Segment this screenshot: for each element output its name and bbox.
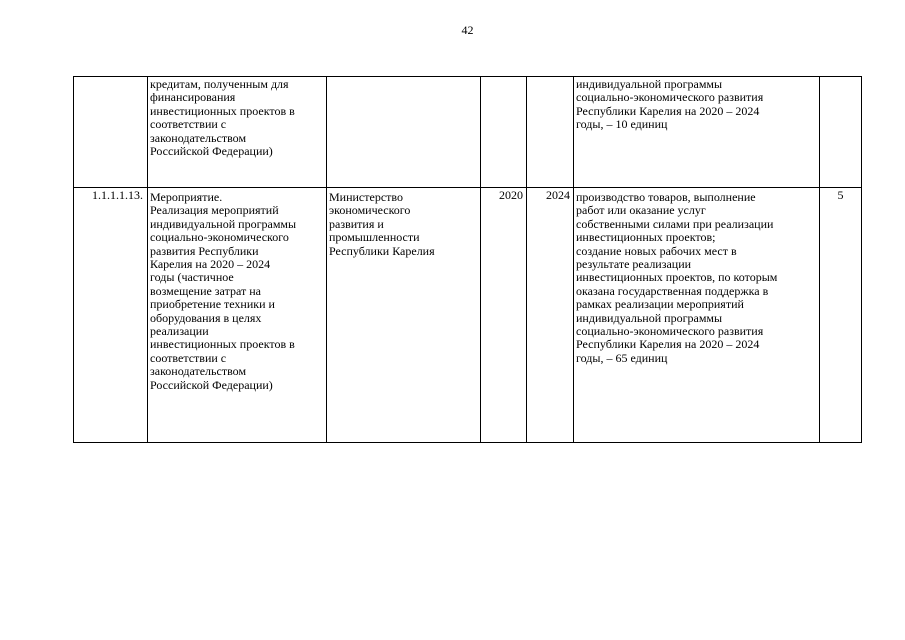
row-number-cell	[74, 77, 148, 188]
year-end-cell	[527, 77, 574, 188]
program-table	[73, 76, 862, 443]
indicator-cell: производство товаров, выполнение работ или оказание услуг собственными силами при реализации инвестиционных проектов; создание новых рабочих мест в результате реализации инвестиционных проектов, по которым оказана государственная поддержка в рамках реализации мероприятий индивидуальной программы социально-экономического развития Республики Карелия на 2020 – 2024 годы, – 65 единиц	[574, 188, 820, 443]
indicator-cell: индивидуальной программы социально-экономического развития Республики Карелия на 2020 – 2024 годы, – 10 единиц	[574, 77, 820, 188]
event-cell: кредитам, полученным для финансирования инвестиционных проектов в соответствии с законодательством Российской Федерации)	[148, 77, 327, 188]
value-cell	[820, 77, 862, 188]
executor-cell: Министерство экономического развития и промышленности Республики Карелия	[327, 188, 481, 443]
row-number-cell: 1.1.1.1.13.	[74, 188, 148, 443]
year-start-cell	[481, 77, 527, 188]
table-row	[74, 77, 862, 188]
value-cell: 5	[820, 188, 862, 443]
table-row	[74, 188, 862, 443]
event-cell: Мероприятие. Реализация мероприятий индивидуальной программы социально-экономического развития Республики Карелия на 2020 – 2024 годы (частичное возмещение затрат на приобретение техники и оборудования в целях реализации инвестиционных проектов в соответствии с законодательством Российской Федерации)	[148, 188, 327, 443]
page-number: 42	[461, 23, 474, 37]
year-start-cell: 2020	[481, 188, 527, 443]
executor-cell	[327, 77, 481, 188]
year-end-cell: 2024	[527, 188, 574, 443]
